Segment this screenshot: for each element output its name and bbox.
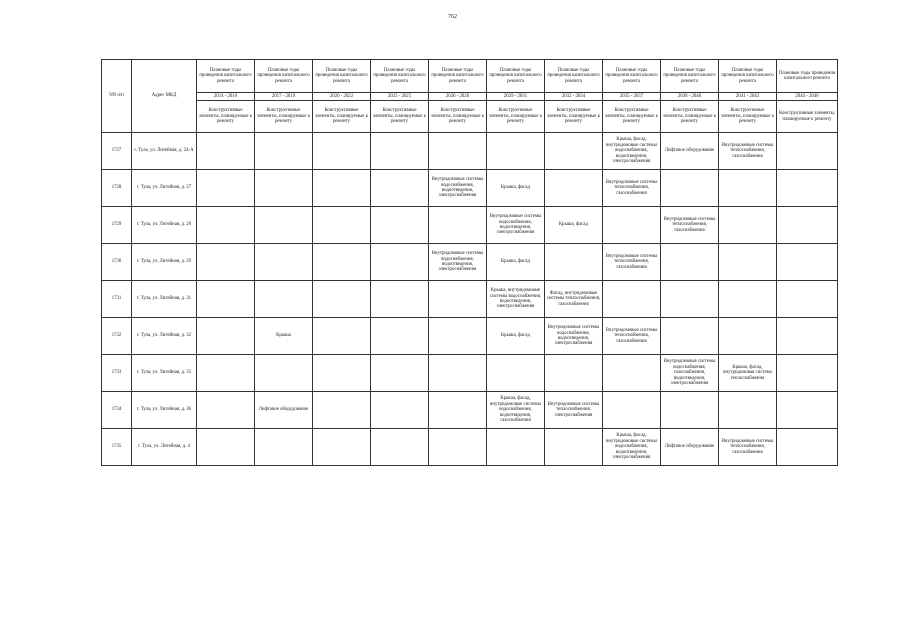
row-address: г. Тула, ул. Литейная, д. 27	[132, 170, 197, 207]
repair-cell: Лифтовое оборудование	[255, 392, 313, 429]
repair-cell	[371, 281, 429, 318]
repair-cell	[487, 429, 545, 466]
repair-cell	[661, 392, 719, 429]
repair-cell	[777, 392, 838, 429]
table-row	[102, 244, 838, 281]
table-row	[102, 429, 838, 466]
repair-cell	[255, 244, 313, 281]
repair-cell	[719, 170, 777, 207]
header-period-title: Плановые годы проведения капитального ремонта	[313, 60, 371, 93]
repair-cell	[371, 133, 429, 170]
repair-cell	[371, 244, 429, 281]
repair-cell	[777, 355, 838, 392]
repair-cell	[255, 429, 313, 466]
repair-cell	[255, 207, 313, 244]
repair-cell	[603, 392, 661, 429]
header-period-title: Плановые годы проведения капитального ремонта	[719, 60, 777, 93]
table-row	[102, 207, 838, 244]
repair-cell	[777, 318, 838, 355]
repair-cell	[661, 281, 719, 318]
repair-cell: Внутридомовые системы водоснабжения, водоотведения, электроснабжения	[429, 170, 487, 207]
repair-cell	[545, 244, 603, 281]
header-period-years: 2035 - 2037	[603, 93, 661, 101]
row-number: 1727	[102, 133, 132, 170]
repair-cell	[545, 355, 603, 392]
row-number: 1735	[102, 429, 132, 466]
repair-cell: Крыша, фасад, внутридомовая система теплоснабжения	[719, 355, 777, 392]
header-period-years: 2023 - 2025	[371, 93, 429, 101]
repair-cell	[197, 244, 255, 281]
repair-cell: Внутридомовые системы водоснабжения, газоснабжения, водоотведения, электроснабжения	[661, 355, 719, 392]
row-number: 1732	[102, 318, 132, 355]
row-address: г. Тула, ул. Литейная, д. 28	[132, 207, 197, 244]
table-header	[102, 60, 838, 133]
repair-cell: Фасад, внутридомовые системы теплоснабжения, газоснабжения	[545, 281, 603, 318]
header-sub-label: Конструктивные элементы, планируемые к ремонту	[719, 101, 777, 133]
repair-cell	[661, 244, 719, 281]
table-row	[102, 318, 838, 355]
header-period-title: Плановые годы проведения капитального ремонта	[371, 60, 429, 93]
repair-cell	[313, 429, 371, 466]
row-number: 1730	[102, 244, 132, 281]
header-period-title: Плановые годы проведения капитального ремонта	[777, 60, 838, 93]
repair-cell	[313, 207, 371, 244]
repair-cell: Внутридомовые системы теплоснабжения, газоснабжения	[719, 133, 777, 170]
capital-repair-table	[101, 59, 838, 466]
repair-cell	[487, 355, 545, 392]
row-address: г. Тула, ул. Литейная, д. 4	[132, 429, 197, 466]
repair-cell: Внутридомовые системы теплоснабжения, газоснабжения	[661, 207, 719, 244]
row-address: г. Тула, ул. Литейная, д. 29	[132, 244, 197, 281]
repair-cell	[777, 429, 838, 466]
repair-cell	[313, 355, 371, 392]
row-address: г. Тула, ул. Литейная, д. 31	[132, 281, 197, 318]
repair-cell	[487, 133, 545, 170]
header-period-years: 2017 - 2019	[255, 93, 313, 101]
repair-cell	[313, 281, 371, 318]
row-number: 1731	[102, 281, 132, 318]
header-sub-label: Конструктивные элементы, планируемые к ремонту	[313, 101, 371, 133]
header-period-title: Плановые годы проведения капитального ремонта	[255, 60, 313, 93]
header-period-years: 2014 - 2016	[197, 93, 255, 101]
repair-cell	[719, 392, 777, 429]
header-period-years: 2020 - 2022	[313, 93, 371, 101]
header-sub-label: Конструктивные элементы, планируемые к ремонту	[603, 101, 661, 133]
repair-cell: Лифтовое оборудование	[661, 429, 719, 466]
header-period-title: Плановые годы проведения капитального ремонта	[197, 60, 255, 93]
header-period-years: 2044 - 2046	[777, 93, 838, 101]
repair-cell	[371, 392, 429, 429]
header-period-years: 2032 - 2034	[545, 93, 603, 101]
repair-cell	[429, 355, 487, 392]
row-number: 1729	[102, 207, 132, 244]
header-sub-label: Конструктивные элементы, планируемые к ремонту	[487, 101, 545, 133]
repair-cell	[661, 318, 719, 355]
header-period-years: 2038 - 2040	[661, 93, 719, 101]
repair-cell: Крыша, внутридомовые системы водоснабжения, водоотведения, электроснабжения	[487, 281, 545, 318]
repair-cell	[777, 244, 838, 281]
repair-cell	[603, 281, 661, 318]
repair-cell	[429, 133, 487, 170]
repair-cell: Внутридомовые системы теплоснабжения, газоснабжения	[603, 318, 661, 355]
repair-cell: Крыша	[255, 318, 313, 355]
row-number: 1734	[102, 392, 132, 429]
repair-cell	[429, 281, 487, 318]
table-row	[102, 355, 838, 392]
repair-cell	[197, 281, 255, 318]
repair-cell	[313, 392, 371, 429]
row-number: 1728	[102, 170, 132, 207]
page-number: 762	[448, 14, 457, 20]
repair-cell: Крыша, фасад	[545, 207, 603, 244]
repair-cell	[197, 429, 255, 466]
table-row	[102, 392, 838, 429]
header-period-title: Плановые годы проведения капитального ремонта	[429, 60, 487, 93]
header-period-title: Плановые годы проведения капитального ремонта	[487, 60, 545, 93]
repair-cell: Крыша, фасад	[487, 170, 545, 207]
repair-cell	[719, 244, 777, 281]
repair-cell: Крыша, фасад, внутридомовые системы водоснабжения, водоотведения, электроснабжения	[603, 133, 661, 170]
repair-cell	[197, 318, 255, 355]
repair-cell	[661, 170, 719, 207]
repair-cell	[197, 170, 255, 207]
table-row	[102, 170, 838, 207]
repair-cell	[429, 318, 487, 355]
repair-cell	[371, 355, 429, 392]
header-sub-label: Конструктивные элементы, планируемые к ремонту	[429, 101, 487, 133]
header-num: NN п/п	[102, 60, 132, 133]
repair-cell: Крыша, фасад, внутридомовые системы водоснабжения, водоотведения, электроснабжения	[603, 429, 661, 466]
header-sub-label: Конструктивные элементы, планируемые к ремонту	[777, 101, 838, 133]
repair-cell	[255, 133, 313, 170]
header-period-title: Плановые годы проведения капитального ремонта	[545, 60, 603, 93]
row-address: г. Тула, ул. Литейная, д. 32	[132, 318, 197, 355]
row-number: 1733	[102, 355, 132, 392]
row-address: г. Тула, ул. Литейная, д. 24-А	[132, 133, 197, 170]
repair-cell	[777, 170, 838, 207]
repair-cell	[313, 244, 371, 281]
repair-cell	[777, 133, 838, 170]
repair-cell: Крыша, фасад	[487, 244, 545, 281]
repair-cell	[603, 207, 661, 244]
repair-cell	[255, 170, 313, 207]
repair-cell	[719, 281, 777, 318]
repair-cell	[255, 281, 313, 318]
header-sub-label: Конструктивные элементы, планируемые к ремонту	[371, 101, 429, 133]
repair-cell	[197, 392, 255, 429]
repair-cell	[545, 133, 603, 170]
repair-cell	[777, 207, 838, 244]
repair-cell	[429, 429, 487, 466]
repair-cell	[371, 429, 429, 466]
repair-cell	[197, 355, 255, 392]
repair-cell	[719, 318, 777, 355]
repair-cell	[429, 207, 487, 244]
row-address: г. Тула, ул. Литейная, д. 36	[132, 392, 197, 429]
repair-cell	[719, 207, 777, 244]
repair-cell	[603, 355, 661, 392]
table-row	[102, 281, 838, 318]
repair-cell	[545, 429, 603, 466]
repair-cell: Внутридомовые системы водоснабжения, водоотведения, электроснабжения	[487, 207, 545, 244]
repair-cell: Крыша, фасад	[487, 318, 545, 355]
header-address: Адрес МКД	[132, 60, 197, 133]
repair-cell	[313, 170, 371, 207]
header-sub-label: Конструктивные элементы, планируемые к ремонту	[661, 101, 719, 133]
table-body	[102, 133, 838, 466]
repair-cell: Лифтовое оборудование	[661, 133, 719, 170]
repair-cell	[255, 355, 313, 392]
repair-cell	[313, 318, 371, 355]
repair-cell: Внутридомовые системы теплоснабжения, газоснабжения	[603, 244, 661, 281]
header-period-title: Плановые годы проведения капитального ремонта	[661, 60, 719, 93]
repair-cell	[545, 170, 603, 207]
table-row	[102, 133, 838, 170]
row-address: г. Тула, ул. Литейная, д. 33	[132, 355, 197, 392]
repair-cell	[371, 170, 429, 207]
repair-cell: Внутридомовые системы теплоснабжения, электроснабжения	[545, 392, 603, 429]
repair-cell: Внутридомовые системы теплоснабжения, газоснабжения	[719, 429, 777, 466]
repair-cell: Внутридомовые системы теплоснабжения, газоснабжения	[603, 170, 661, 207]
header-period-years: 2029 - 2031	[487, 93, 545, 101]
repair-cell	[371, 207, 429, 244]
repair-cell	[197, 207, 255, 244]
header-sub-label: Конструктивные элементы, планируемые к ремонту	[545, 101, 603, 133]
repair-cell: Внутридомовые системы водоснабжения, водоотведения, электроснабжения	[545, 318, 603, 355]
header-sub-label: Конструктивные элементы, планируемые к ремонту	[197, 101, 255, 133]
repair-cell	[371, 318, 429, 355]
repair-cell	[429, 392, 487, 429]
header-period-years: 2026 - 2028	[429, 93, 487, 101]
repair-cell	[777, 281, 838, 318]
repair-cell	[313, 133, 371, 170]
header-period-years: 2041 - 2043	[719, 93, 777, 101]
repair-cell	[197, 133, 255, 170]
repair-cell: Внутридомовые системы водоснабжения, водоотведения, электроснабжения	[429, 244, 487, 281]
header-period-title: Плановые годы проведения капитального ремонта	[603, 60, 661, 93]
repair-cell: Крыша, фасад, внутридомовые системы водоснабжения, водоотведения, газоснабжения	[487, 392, 545, 429]
header-sub-label: Конструктивные элементы, планируемые к ремонту	[255, 101, 313, 133]
